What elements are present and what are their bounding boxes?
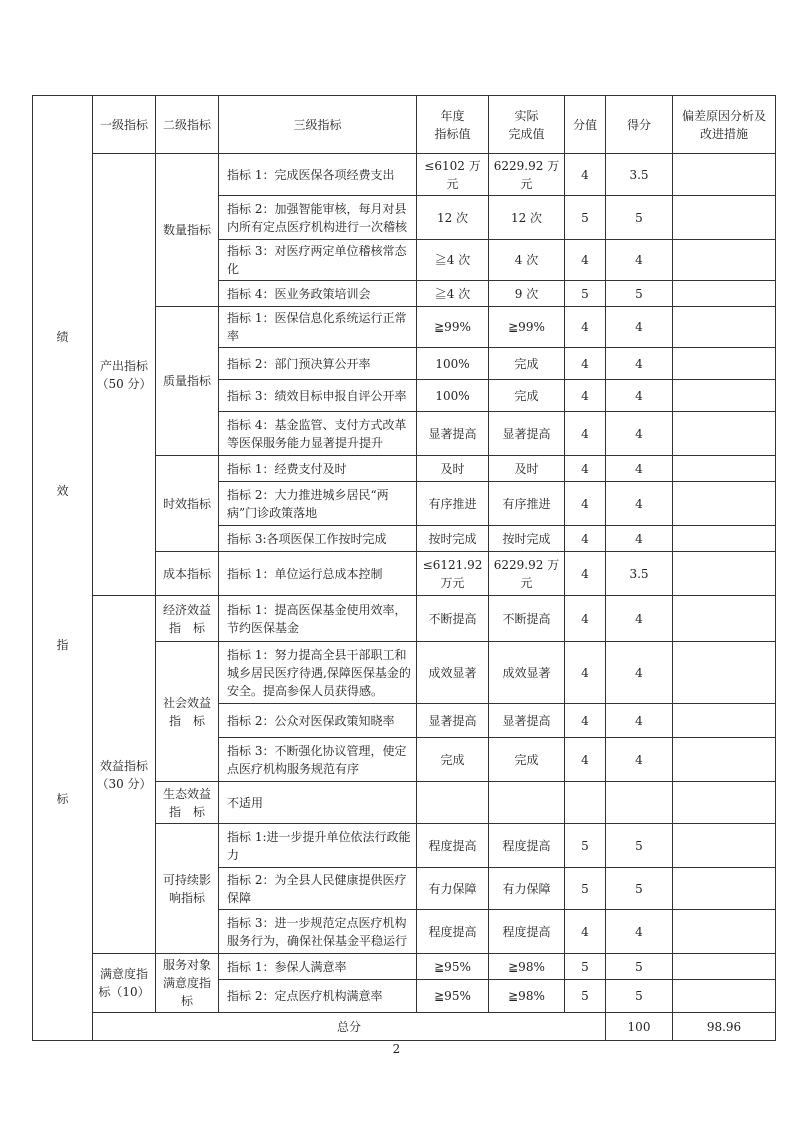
indicator-actual: 显著提高 [489,704,565,738]
indicator-got: 4 [606,380,673,412]
indicator-name: 指标 2：加强智能审核，每月对县内所有定点医疗机构进行一次稽核 [219,196,417,240]
indicator-remark [673,456,776,482]
indicator-target: ≧95% [417,954,489,980]
indicator-actual: 完成 [489,348,565,380]
indicator-target: ≧4 次 [417,281,489,307]
header-row [33,96,776,154]
indicator-got: 4 [606,307,673,348]
indicator-got: 3.5 [606,154,673,196]
indicator-got: 4 [606,704,673,738]
indicator-actual: 完成 [489,738,565,782]
indicator-name: 指标 2：部门预决算公开率 [219,348,417,380]
indicator-got: 4 [606,348,673,380]
indicator-got: 4 [606,240,673,281]
indicator-remark [673,307,776,348]
subgroup-cost: 成本指标 [156,552,219,596]
indicator-name: 指标 1：经费支付及时 [219,456,417,482]
indicator-remark [673,281,776,307]
table-row [33,954,776,980]
indicator-got: 4 [606,456,673,482]
header-actual: 实际 完成值 [489,96,565,154]
table-row [33,596,776,642]
indicator-remark [673,824,776,868]
indicator-actual: 成效显著 [489,642,565,704]
subgroup-quality: 质量指标 [156,307,219,456]
indicator-target: ≧4 次 [417,240,489,281]
indicator-got: 4 [606,642,673,704]
indicator-remark [673,552,776,596]
indicator-target: ≤6102 万 元 [417,154,489,196]
indicator-target: 程度提高 [417,910,489,954]
indicator-name: 指标 3：绩效目标申报自评公开率 [219,380,417,412]
indicator-score: 4 [565,380,606,412]
indicator-score: 4 [565,348,606,380]
indicator-got: 5 [606,980,673,1013]
indicator-actual: ≧99% [489,307,565,348]
indicator-actual: 9 次 [489,281,565,307]
group-output: 产出指标 （50 分） [93,154,156,596]
indicator-target: 有力保障 [417,868,489,910]
header-level2: 二级指标 [156,96,219,154]
indicator-actual: 程度提高 [489,824,565,868]
indicator-remark [673,196,776,240]
indicator-remark [673,642,776,704]
vertical-title-char: 指 [56,638,69,652]
vertical-title-char: 绩 [56,330,69,344]
indicator-got: 5 [606,868,673,910]
indicator-remark [673,954,776,980]
indicator-remark [673,380,776,412]
vertical-title-char: 效 [56,484,69,498]
indicator-actual: 4 次 [489,240,565,281]
indicator-score: 4 [565,642,606,704]
page-number: 2 [392,1042,401,1056]
indicator-score: 4 [565,910,606,954]
subgroup-sustainable: 可持续影 响指标 [156,824,219,954]
indicator-name: 指标 3:各项医保工作按时完成 [219,526,417,552]
indicator-score: 4 [565,552,606,596]
total-row [33,1013,776,1041]
indicator-name: 指标 2：为全县人民健康提供医疗保障 [219,868,417,910]
indicator-target: 成效显著 [417,642,489,704]
header-level1: 一级指标 [93,96,156,154]
table-row [33,154,776,196]
subgroup-timeliness: 时效指标 [156,456,219,552]
indicator-actual: 不断提高 [489,596,565,642]
indicator-actual: ≧98% [489,980,565,1013]
indicator-target: 按时完成 [417,526,489,552]
indicator-actual: 6229.92 万 元 [489,552,565,596]
indicator-remark [673,154,776,196]
subgroup-social: 社会效益 指 标 [156,642,219,782]
indicator-remark [673,348,776,380]
indicator-score: 4 [565,154,606,196]
indicator-target: 12 次 [417,196,489,240]
indicator-actual: 按时完成 [489,526,565,552]
indicator-got: 4 [606,738,673,782]
indicator-target: 有序推进 [417,482,489,526]
vertical-title-char: 标 [56,792,69,806]
subgroup-service: 服务对象 满意度指 标 [156,954,219,1013]
total-got: 98.96 [673,1013,776,1041]
group-satisfaction: 满意度指 标（10） [93,954,156,1013]
indicator-score [565,782,606,824]
indicator-name: 不适用 [219,782,417,824]
subgroup-ecological: 生态效益 指 标 [156,782,219,824]
indicator-got: 4 [606,596,673,642]
indicator-actual: ≧98% [489,954,565,980]
indicator-target: 100% [417,348,489,380]
indicator-actual: 显著提高 [489,412,565,456]
indicator-target: 程度提高 [417,824,489,868]
performance-indicator-table [32,95,776,1041]
indicator-got: 3.5 [606,552,673,596]
indicator-remark [673,596,776,642]
indicator-name: 指标 2：公众对医保政策知晓率 [219,704,417,738]
indicator-remark [673,910,776,954]
indicator-name: 指标 1：完成医保各项经费支出 [219,154,417,196]
total-label: 总分 [93,1013,606,1041]
indicator-target: 完成 [417,738,489,782]
indicator-score: 5 [565,196,606,240]
indicator-score: 5 [565,954,606,980]
indicator-actual: 程度提高 [489,910,565,954]
indicator-target: ≧99% [417,307,489,348]
indicator-name: 指标 1：医保信息化系统运行正常率 [219,307,417,348]
indicator-target: 不断提高 [417,596,489,642]
indicator-remark [673,704,776,738]
indicator-remark [673,980,776,1013]
indicator-name: 指标 4：基金监管、支付方式改革等医保服务能力显著提升提升 [219,412,417,456]
indicator-remark [673,526,776,552]
indicator-name: 指标 2：定点医疗机构满意率 [219,980,417,1013]
indicator-target: 显著提高 [417,412,489,456]
indicator-got [606,782,673,824]
indicator-name: 指标 4：医业务政策培训会 [219,281,417,307]
indicator-name: 指标 1：参保人满意率 [219,954,417,980]
subgroup-economic: 经济效益 指 标 [156,596,219,642]
indicator-score: 4 [565,240,606,281]
indicator-score: 4 [565,307,606,348]
indicator-name: 指标 1：提高医保基金使用效率，节约医保基金 [219,596,417,642]
indicator-actual [489,782,565,824]
header-remark: 偏差原因分析及 改进措施 [673,96,776,154]
indicator-score: 5 [565,281,606,307]
indicator-got: 5 [606,954,673,980]
group-benefit: 效益指标 （30 分） [93,596,156,954]
indicator-target [417,782,489,824]
indicator-name: 指标 3：不断强化协议管理，使定点医疗机构服务规范有序 [219,738,417,782]
indicator-actual: 有序推进 [489,482,565,526]
indicator-got: 4 [606,412,673,456]
indicator-name: 指标 3：进一步规范定点医疗机构服务行为，确保社保基金平稳运行 [219,910,417,954]
indicator-name: 指标 2：大力推进城乡居民“两病”门诊政策落地 [219,482,417,526]
indicator-score: 5 [565,868,606,910]
indicator-actual: 有力保障 [489,868,565,910]
header-score: 分值 [565,96,606,154]
indicator-remark [673,782,776,824]
indicator-remark [673,412,776,456]
indicator-name: 指标 1：单位运行总成本控制 [219,552,417,596]
indicator-actual: 6229.92 万 元 [489,154,565,196]
indicator-got: 4 [606,910,673,954]
header-level3: 三级指标 [219,96,417,154]
vertical-title-cell [33,96,93,1041]
indicator-score: 4 [565,412,606,456]
indicator-score: 4 [565,738,606,782]
indicator-got: 4 [606,482,673,526]
total-score: 100 [606,1013,673,1041]
indicator-score: 4 [565,526,606,552]
indicator-got: 5 [606,196,673,240]
indicator-name: 指标 1:进一步提升单位依法行政能力 [219,824,417,868]
indicator-score: 5 [565,824,606,868]
indicator-remark [673,240,776,281]
indicator-got: 4 [606,526,673,552]
indicator-score: 4 [565,482,606,526]
header-got: 得分 [606,96,673,154]
indicator-actual: 12 次 [489,196,565,240]
header-target: 年度 指标值 [417,96,489,154]
indicator-name: 指标 3：对医疗两定单位稽核常态化 [219,240,417,281]
indicator-score: 5 [565,980,606,1013]
indicator-target: ≧95% [417,980,489,1013]
indicator-score: 4 [565,596,606,642]
indicator-target: 及时 [417,456,489,482]
indicator-target: ≤6121.92 万元 [417,552,489,596]
indicator-score: 4 [565,704,606,738]
indicator-got: 5 [606,281,673,307]
indicator-score: 4 [565,456,606,482]
indicator-name: 指标 1：努力提高全县干部职工和城乡居民医疗待遇,保障医保基金的安全。提高参保人员获得感。 [219,642,417,704]
indicator-actual: 及时 [489,456,565,482]
indicator-target: 显著提高 [417,704,489,738]
indicator-actual: 完成 [489,380,565,412]
subgroup-quantity: 数量指标 [156,154,219,307]
indicator-remark [673,868,776,910]
indicator-target: 100% [417,380,489,412]
indicator-got: 5 [606,824,673,868]
indicator-remark [673,738,776,782]
indicator-remark [673,482,776,526]
